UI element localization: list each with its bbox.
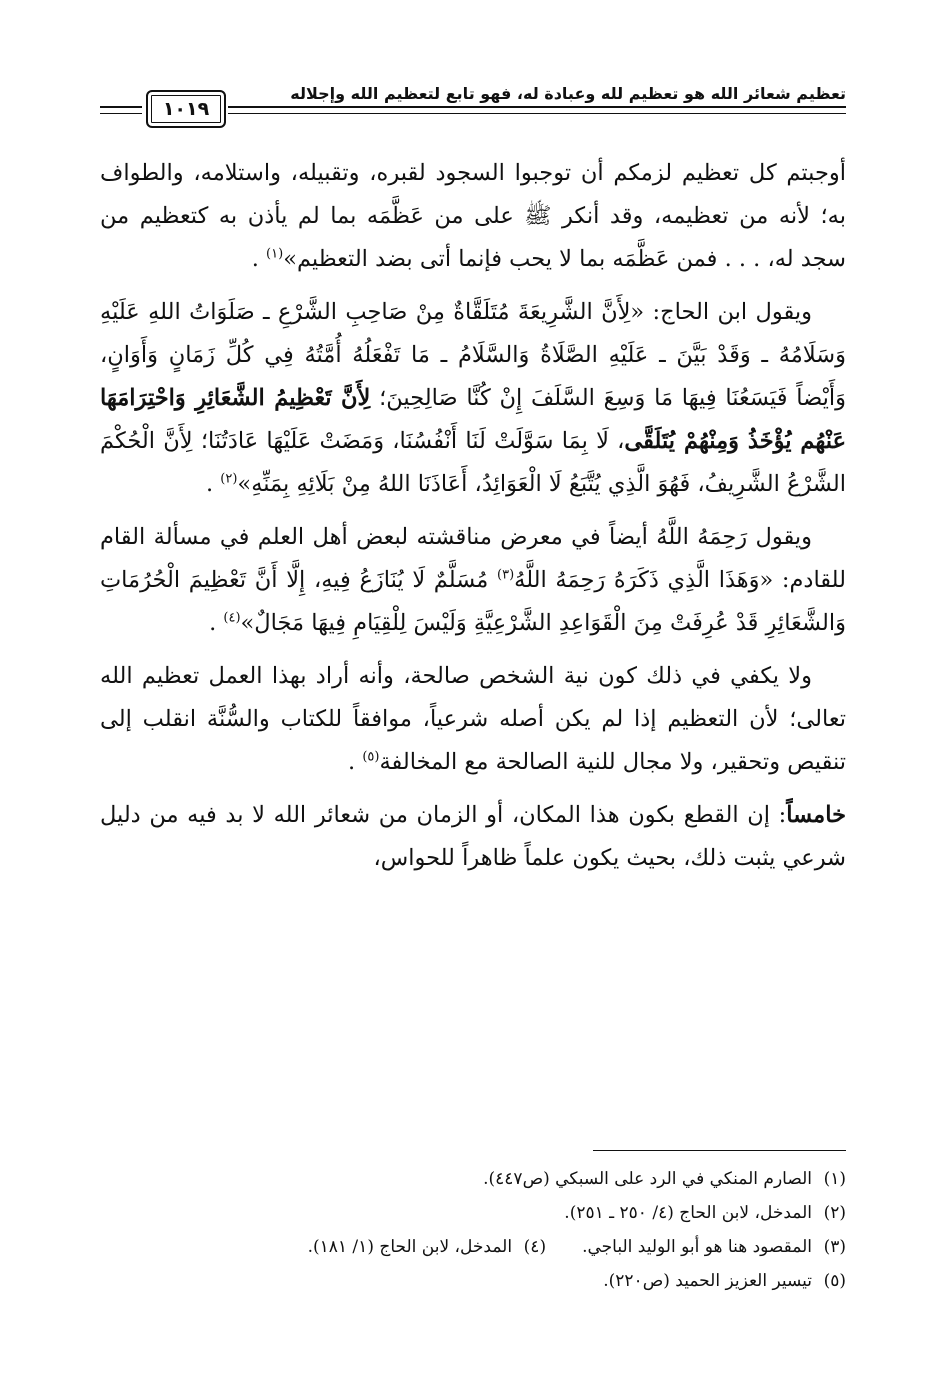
footnotes xyxy=(100,1162,846,1298)
paragraph-1-text: أوجبتم كل تعظيم لزمكم أن توجبوا السجود لقبره، وتقبيله، واستلامه، والطواف به؛ لأنه من تعظيمه، وقد أنكر ﷺ على من عَظَّمَه بما لم يأذن به كتعظيم من سجد له، . . . فمن عَظَّمَه بما لا يحب فإنما أتى بضد التعظيم» xyxy=(100,160,846,272)
period: . xyxy=(251,246,259,272)
paragraph-5-lead: خامساً xyxy=(786,802,846,828)
paragraph-1 xyxy=(100,152,846,281)
footnote-5 xyxy=(100,1264,846,1298)
footnote-text: تيسير العزيز الحميد (ص٢٢٠). xyxy=(603,1271,812,1291)
paragraph-4 xyxy=(100,655,846,784)
footnote-ref-2: (٢) xyxy=(220,471,238,487)
footnote-text: الصارم المنكي في الرد على السبكي (ص٤٤٧). xyxy=(483,1169,812,1189)
paragraph-5-text: : إن القطع بكون هذا المكان، أو الزمان من شعائر الله لا بد فيه من دليل شرعي يثبت ذلك، بحيث يكون علماً ظاهراً للحواس، xyxy=(100,802,846,871)
footnote-text: المدخل، لابن الحاج (٤/ ٢٥٠ ـ ٢٥١). xyxy=(564,1203,812,1223)
paragraph-2 xyxy=(100,291,846,506)
footnote-number: (٢) xyxy=(823,1203,846,1223)
period: . xyxy=(205,471,214,497)
footnote-3-4 xyxy=(100,1230,846,1264)
page-header xyxy=(100,82,846,132)
page-number: ١٠١٩ xyxy=(146,90,226,128)
paragraph-4-text: ولا يكفي في ذلك كون نية الشخص صالحة، وأنه أراد بهذا العمل تعظيم الله تعالى؛ لأن التعظيم إذا لم يكن أصله شرعياً، موافقاً للكتاب والسُّنَّة انقلب إلى تنقيص وتحقير، ولا مجال للنية الصالحة مع المخالفة xyxy=(100,663,846,775)
paragraph-3-rest: مُسَلَّمٌ لَا يُنَازَعُ فِيهِ، إِلَّا أَنَّ تَعْظِيمَ الْحُرُمَاتِ وَالشَّعَائِرِ قَدْ عُرِفَتْ مِنَ الْقَوَاعِدِ الشَّرْعِيَّةِ وَلَيْسَ لِلْقِيَامِ فِيهَا مَجَالٌ» xyxy=(100,567,846,636)
paragraph-3 xyxy=(100,516,846,645)
paragraph-2-bold: لِأَنَّ تَعْظِيمُ الشَّعَائِرِ وَاحْتِرَامَهَا عَنْهُم يُؤْخَذُ وَمِنْهُمْ يُتَلَقَّى xyxy=(100,385,846,454)
footnote-separator xyxy=(593,1150,846,1151)
footnote-1 xyxy=(100,1162,846,1196)
footnote-ref-3: (٣) xyxy=(497,567,515,583)
footnote-ref-5: (٥) xyxy=(362,749,380,765)
footnote-number: (٣) xyxy=(823,1237,846,1257)
main-text xyxy=(100,152,846,890)
footnote-number: (٥) xyxy=(823,1271,846,1291)
footnote-number: (١) xyxy=(823,1169,846,1189)
period: . xyxy=(209,610,217,636)
paragraph-5 xyxy=(100,794,846,880)
footnote-text: المقصود هنا هو أبو الوليد الباجي. xyxy=(582,1237,812,1257)
footnote-ref-1: (١) xyxy=(266,246,284,262)
period: . xyxy=(348,749,356,775)
header-rule-left xyxy=(100,106,142,114)
header-rule xyxy=(228,106,846,114)
paragraph-3-text: ويقول رَحِمَهُ اللَّهُ أيضاً في معرض مناقشته لبعض أهل العلم في مسألة القام للقادم: «وَهَذَا الَّذِي ذَكَرَهُ رَحِمَهُ اللَّهُ xyxy=(100,524,846,593)
paragraph-2-rest: ، لَا بِمَا سَوَّلَتْ لَنَا أَنْفُسُنَا، وَمَضَتْ عَلَيْهَا عَادَتُنَا؛ لِأَنَّ الْحُكْمَ الشَّرْعُ الشَّرِيفُ، فَهُوَ الَّذِي يُتَّبَعُ لَا الْعَوَائِدُ، أَعَاذَنَا اللهُ مِنْ بَلَائِهِ بِمَنِّهِ» xyxy=(100,428,846,497)
footnote-2 xyxy=(100,1196,846,1230)
footnote-text: المدخل، لابن الحاج (١/ ١٨١). xyxy=(307,1237,513,1257)
paragraph-2-text: ويقول ابن الحاج: «لِأَنَّ الشَّرِيعَةَ مُتَلَقَّاةٌ مِنْ صَاحِبِ الشَّرْعِ ـ صَلَوَاتُ اللهِ عَلَيْهِ وَسَلَامُهُ ـ وَقَدْ بَيَّنَ ـ عَلَيْهِ الصَّلَاةُ وَالسَّلَامُ ـ مَا تَفْعَلُهُ أُمَّتُهُ فِي كُلِّ زَمَانٍ وَأَوَانٍ، وَأَيْضاً فَيَسَعُنَا فِيهَا مَا وَسِعَ السَّلَفَ إِنْ كُنَّا صَالِحِينَ؛ xyxy=(100,299,846,411)
footnote-ref-4: (٤) xyxy=(223,610,241,626)
footnote-number: (٤) xyxy=(523,1237,547,1257)
running-title: تعظيم شعائر الله هو تعظيم لله وعبادة له، فهو تابع لتعظيم الله وإجلاله xyxy=(290,84,846,103)
